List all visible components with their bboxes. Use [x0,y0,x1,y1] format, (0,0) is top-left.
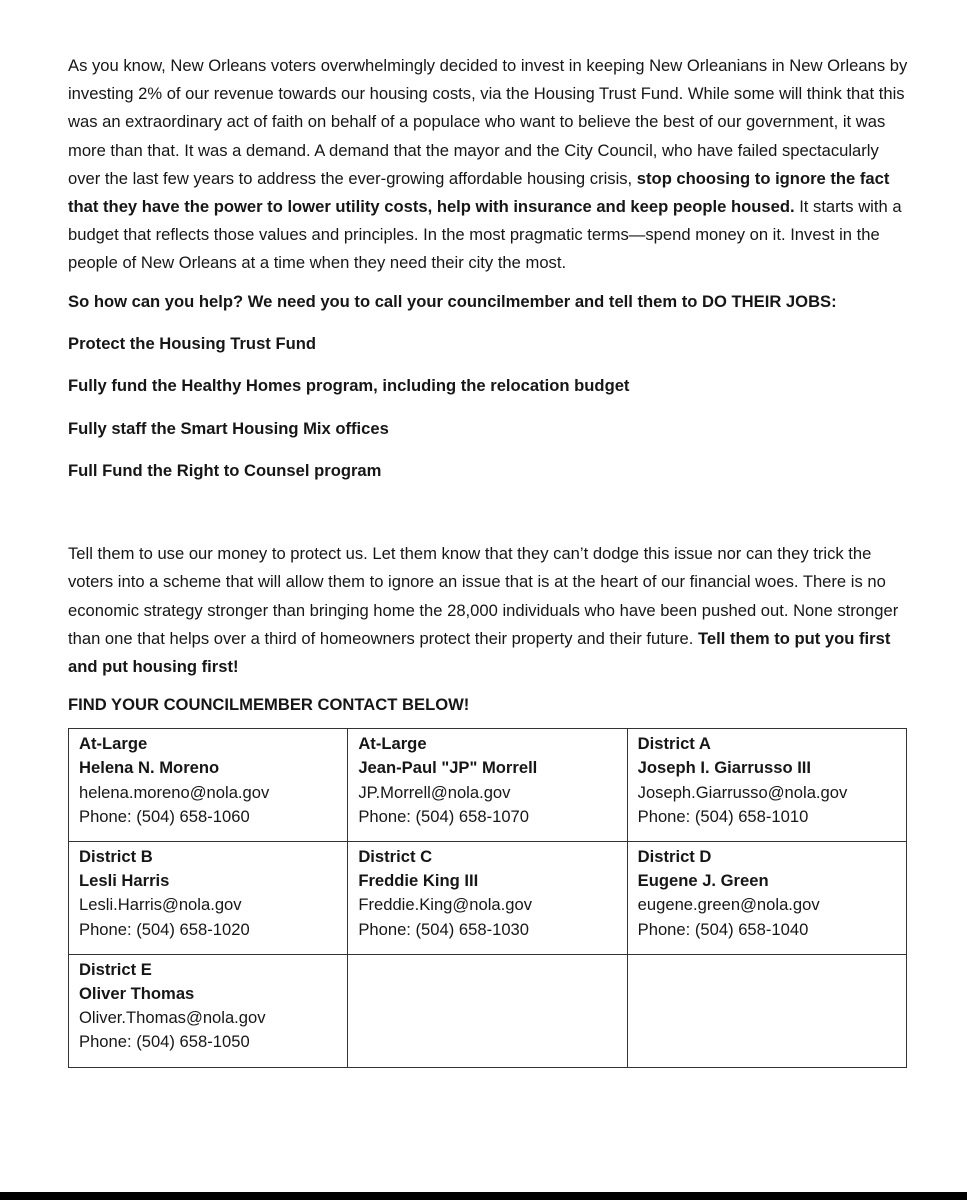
phone-number: Phone: (504) 658-1060 [79,806,250,826]
district-label: District C [358,846,433,866]
contacts-heading: FIND YOUR COUNCILMEMBER CONTACT BELOW! [68,695,470,715]
demand-item: Fully fund the Healthy Homes program, including the relocation budget [68,376,630,396]
intro-bold-text: stop choosing to ignore the fact that they have the power to lower utility costs, help with insurance and keep people housed. [68,168,890,217]
demand-item: Fully staff the Smart Housing Mix offices [68,418,389,438]
closing-paragraph [68,540,913,681]
contact-cell [69,954,348,1067]
email-address[interactable]: Lesli.Harris@nola.gov [79,895,242,915]
contact-cell [69,841,348,954]
document-page [68,52,913,1068]
member-name: Eugene J. Green [637,871,769,891]
district-label: District D [637,846,712,866]
intro-text: As you know, New Orleans voters overwhelmingly decided to invest in keeping New Orleanians in New Orleans by investing 2% of our revenue towards our housing costs, via the Housing Trust Fund. While some will think that this was an extraordinary act of faith on behalf of a populace who want to believe the best of our government, it was more than that. It was a demand. A demand that the mayor and the City Council, who have failed spectacularly over the last few years to address the ever-growing affordable housing crisis, [68,56,908,188]
email-address[interactable]: JP.Morrell@nola.gov [358,782,511,802]
contact-cell [69,729,348,842]
district-label: District B [79,846,153,866]
phone-number: Phone: (504) 658-1030 [358,919,530,939]
phone-number: Phone: (504) 658-1020 [79,919,250,939]
table-row [69,841,907,954]
email-address[interactable]: Freddie.King@nola.gov [358,895,532,915]
member-name: Lesli Harris [79,871,170,891]
contact-cell [627,841,906,954]
member-name: Helena N. Moreno [79,758,220,778]
contact-cell [627,729,906,842]
email-address[interactable]: eugene.green@nola.gov [637,895,820,915]
call-to-action: So how can you help? We need you to call your councilmember and tell them to DO THEIR JOBS: [68,291,837,311]
intro-text-end: It starts with a budget that reflects those values and principles. In the most pragmatic terms—spend money on it. Invest in the people of New Orleans at a time when they need their city the most. [68,197,902,273]
councilmember-contacts-table [68,728,907,1067]
email-address[interactable]: Joseph.Giarrusso@nola.gov [637,782,848,802]
table-row [69,954,907,1067]
member-name: Freddie King III [358,871,479,891]
empty-cell [627,954,906,1067]
contact-cell [348,729,627,842]
bottom-border-bar [0,1192,967,1200]
intro-paragraph [68,52,913,278]
closing-bold-text: Tell them to put you first and put housing first! [68,628,891,676]
demand-item: Full Fund the Right to Counsel program [68,461,382,481]
district-label: District E [79,959,152,979]
phone-number: Phone: (504) 658-1050 [79,1032,250,1052]
email-address[interactable]: helena.moreno@nola.gov [79,782,270,802]
table-row [69,729,907,842]
phone-number: Phone: (504) 658-1070 [358,806,530,826]
member-name: Jean-Paul "JP" Morrell [358,758,538,778]
member-name: Joseph I. Giarrusso III [637,758,812,778]
district-label: At-Large [358,734,427,754]
demand-item: Protect the Housing Trust Fund [68,333,316,353]
email-address[interactable]: Oliver.Thomas@nola.gov [79,1008,266,1028]
member-name: Oliver Thomas [79,983,195,1003]
phone-number: Phone: (504) 658-1040 [637,919,809,939]
demand-list [68,330,913,486]
empty-cell [348,954,627,1067]
district-label: At-Large [79,734,148,754]
phone-number: Phone: (504) 658-1010 [637,806,809,826]
closing-text: Tell them to use our money to protect us. Let them know that they can’t dodge this issue nor can they trick the voters into a scheme that will allow them to ignore an issue that is at the heart of our financial woes. There is no economic strategy stronger than bringing home the 28,000 individuals who have been pushed out. None stronger than one that helps over a third of homeowners protect their property and their future. [68,544,899,648]
district-label: District A [637,734,711,754]
contact-cell [348,841,627,954]
